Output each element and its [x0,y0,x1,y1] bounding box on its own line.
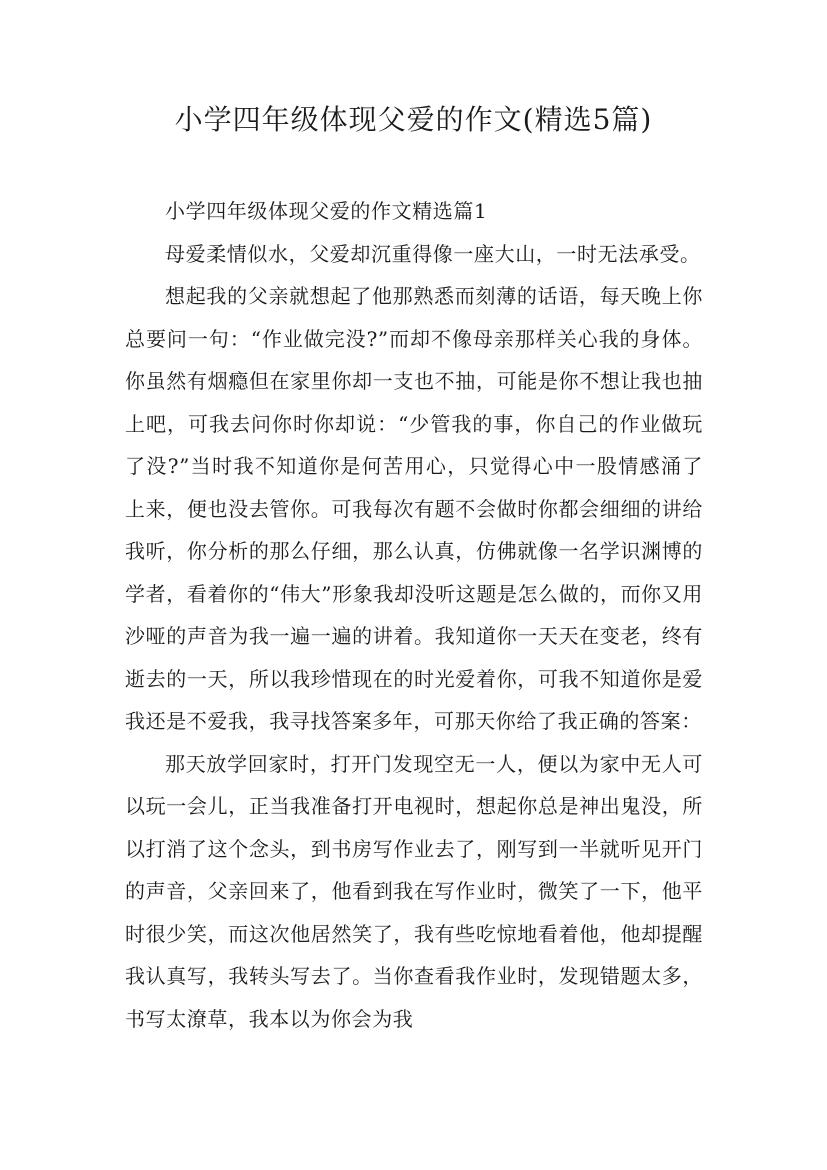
document-title: 小学四年级体现父爱的作文(精选5篇) [174,103,653,136]
paragraph-2: 想起我的父亲就想起了他那熟悉而刻薄的话语，每天晚上你总要问一句：“作业做完没?”而却不像母亲那样关心我的身体。你虽然有烟瘾但在家里你却一支也不抽，可能是你不想让我也抽上吧，可我去问你时你却说：“少管我的事，你自己的作业做玩了没?”当时我不知道你是何苦用心，只觉得心中一股情感涌了上来，便也没去管你。可我每次有题不会做时你都会细细的讲给我听，你分析的那么仔细，那么认真，仿佛就像一名学识渊博的学者，看着你的“伟大”形象我却没听这题是怎么做的，而你又用沙哑的声音为我一遍一遍的讲着。我知道你一天天在变老，终有逝去的一天，所以我珍惜现在的时光爱着你，可我不知道你是爱我还是不爱我，我寻找答案多年，可那天你给了我正确的答案： [125,284,703,733]
document-body [125,190,703,1040]
paragraph-3: 那天放学回家时，打开门发现空无一人，便以为家中无人可以玩一会儿，正当我准备打开电视时，想起你总是神出鬼没，所以打消了这个念头，到书房写作业去了，刚写到一半就听见开门的声音，父亲回来了，他看到我在写作业时，微笑了一下，他平时很少笑，而这次他居然笑了，我有些吃惊地看着他，他却提醒我认真写，我转头写去了。当你查看我作业时，发现错题太多，书写太潦草，我本以为你会为我 [125,751,703,1031]
section-heading: 小学四年级体现父爱的作文精选篇1 [165,199,488,223]
paragraph-1: 母爱柔情似水，父爱却沉重得像一座大山，一时无法承受。 [165,241,701,266]
